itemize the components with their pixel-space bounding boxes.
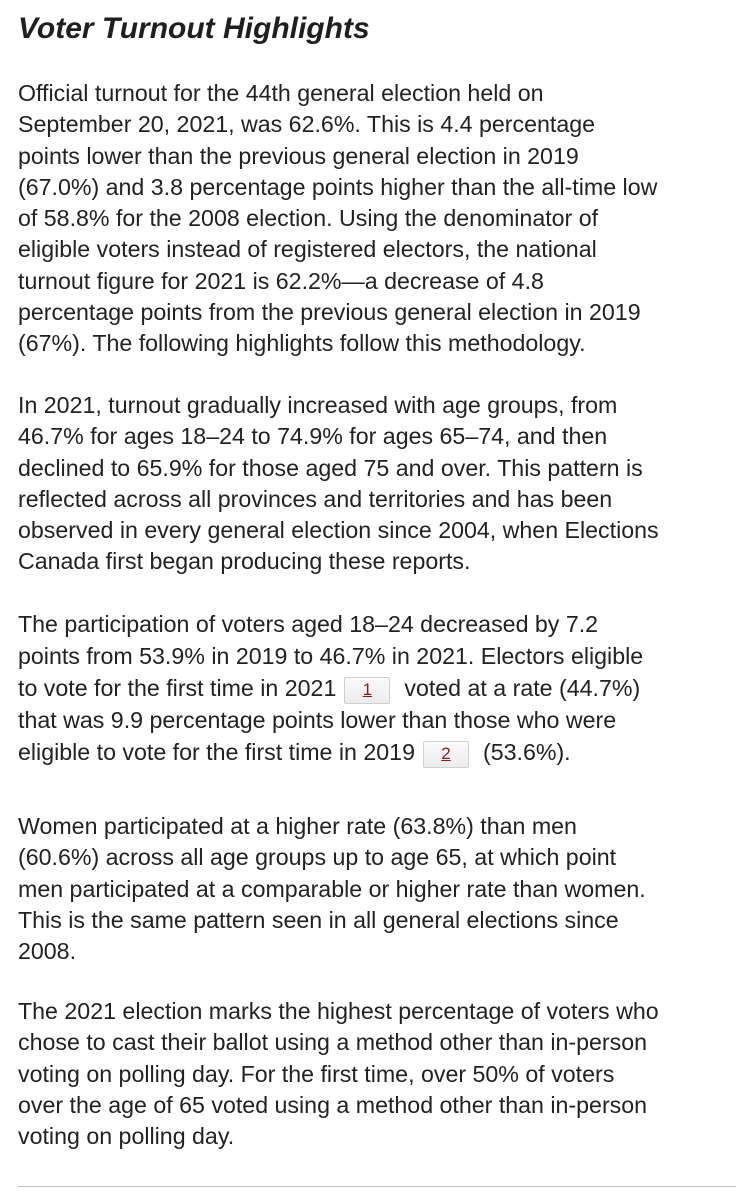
paragraph-line: The participation of voters aged 18–24 decreased by 7.2	[18, 611, 599, 637]
paragraph-line: 2008.	[18, 938, 77, 965]
paragraph-line: men participated at a comparable or higher rate than women.	[18, 875, 646, 902]
paragraph-line: Official turnout for the 44th general election held on	[18, 80, 544, 106]
paragraph-line: points lower than the previous general election in 2019	[18, 142, 579, 169]
paragraph-line: Canada first began producing these reports.	[18, 548, 471, 575]
paragraph-line: In 2021, turnout gradually increased with age groups, from	[18, 392, 618, 418]
paragraph-line	[18, 672, 730, 704]
paragraph-text: voted at a rate (44.7%)	[404, 675, 641, 701]
paragraph-line: that was 9.9 percentage points lower than those who were	[18, 707, 617, 733]
paragraph-line: This is the same pattern seen in all general elections since	[18, 906, 619, 933]
paragraph-line: reflected across all provinces and territories and has been	[18, 485, 613, 512]
paragraph-line: chose to cast their ballot using a method other than in-person	[18, 1029, 648, 1056]
paragraph-young-voters	[18, 608, 730, 768]
paragraph-line: (67.0%) and 3.8 percentage points higher than the all-time low	[18, 173, 658, 200]
paragraph-line: (60.6%) across all age groups up to age 65, at which point	[18, 844, 617, 871]
footnote-link-1[interactable]: 1	[344, 677, 390, 704]
paragraph-line: 46.7% for ages 18–24 to 74.9% for ages 65–74, and then	[18, 423, 608, 450]
paragraph-age-groups	[18, 390, 730, 578]
paragraph-text: to vote for the first time in 2021	[18, 675, 337, 701]
bottom-divider	[18, 1186, 736, 1187]
paragraph-line: observed in every general election since 2004, when Elections	[18, 517, 659, 544]
footnote-link-2[interactable]: 2	[423, 741, 469, 768]
paragraph-line	[18, 736, 730, 768]
paragraph-line: voting on polling day.	[18, 1123, 235, 1150]
paragraph-voting-method	[18, 996, 730, 1152]
paragraph-line: over the age of 65 voted using a method other than in-person	[18, 1091, 648, 1118]
paragraph-line: declined to 65.9% for those aged 75 and over. This pattern is	[18, 454, 643, 481]
paragraph-official-turnout	[18, 78, 730, 360]
paragraph-line: (67%). The following highlights follow this methodology.	[18, 330, 586, 357]
paragraph-line: September 20, 2021, was 62.6%. This is 4.4 percentage	[18, 111, 596, 138]
paragraph-text: (53.6%).	[482, 739, 571, 765]
paragraph-line: points from 53.9% in 2019 to 46.7% in 2021. Electors eligible	[18, 643, 644, 669]
page-title: Voter Turnout Highlights	[18, 12, 370, 45]
paragraph-line: percentage points from the previous general election in 2019	[18, 299, 641, 326]
paragraph-line: Women participated at a higher rate (63.8%) than men	[18, 813, 577, 839]
paragraph-gender	[18, 811, 730, 967]
paragraph-line: eligible voters instead of registered electors, the national	[18, 236, 597, 263]
paragraph-line: turnout figure for 2021 is 62.2%—a decrease of 4.8	[18, 267, 544, 294]
paragraph-line: of 58.8% for the 2008 election. Using the denominator of	[18, 205, 599, 232]
paragraph-line: voting on polling day. For the first time, over 50% of voters	[18, 1060, 615, 1087]
paragraph-line: The 2021 election marks the highest percentage of voters who	[18, 998, 659, 1024]
paragraph-text: eligible to vote for the first time in 2019	[18, 739, 415, 765]
